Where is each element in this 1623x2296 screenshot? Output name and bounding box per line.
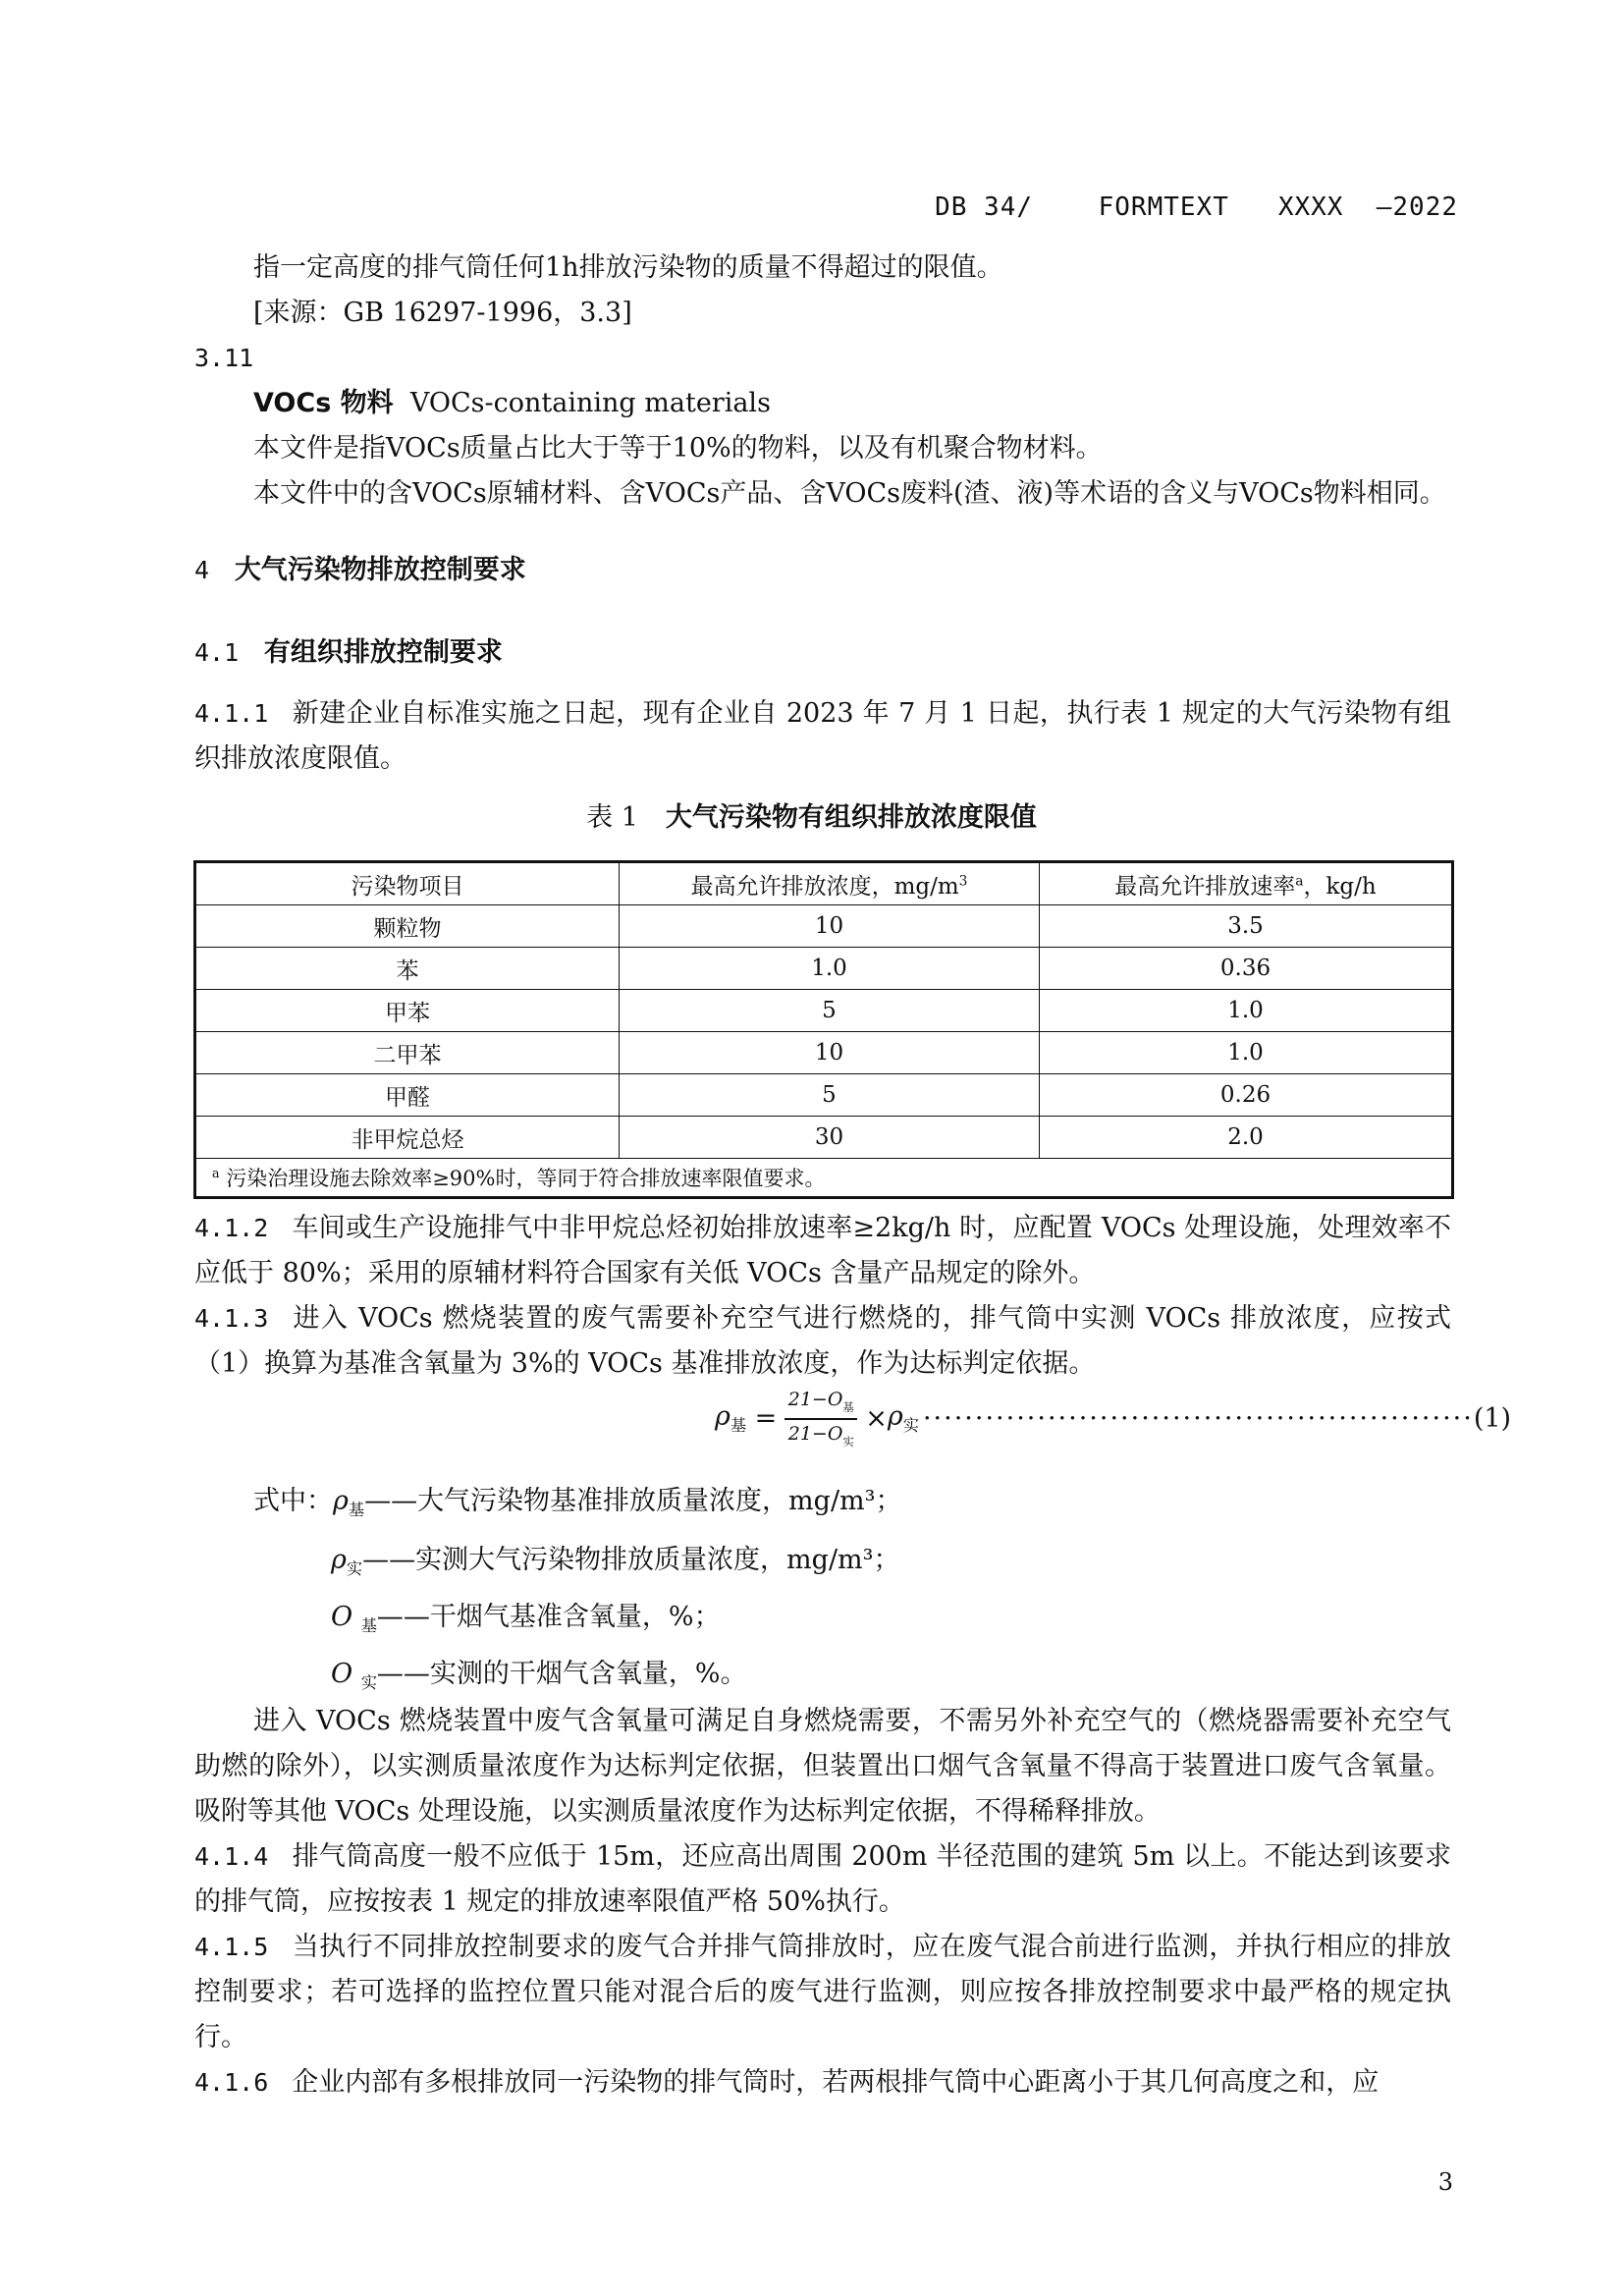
clause-number: 4.1.1 xyxy=(194,699,269,728)
paragraph: 进入 VOCs 燃烧装置中废气含氧量可满足自身燃烧需要，不需另外补充空气的（燃烧器需要补充空气助燃的除外），以实测质量浓度作为达标判定依据，但装置出口烟气含氧量不得高于装置进口废气含氧量。吸附等其他 VOCs 处理设施，以实测质量浓度作为达标判定依据，不得稀释排放。 xyxy=(194,1706,1451,1827)
formula-label: (1) xyxy=(1473,1403,1512,1435)
concentration-cell: 30 xyxy=(620,1117,1040,1159)
table-title: 大气污染物有组织排放浓度限值 xyxy=(665,802,1037,833)
term-definition: 本文件是指VOCs质量占比大于等于10%的物料，以及有机聚合物材料。 xyxy=(253,433,1103,464)
table-row xyxy=(195,1117,1453,1159)
table-row xyxy=(195,1074,1453,1117)
concentration-cell: 5 xyxy=(620,990,1040,1032)
table-footnote: $^a$ 污染治理设施去除效率≥90%时，等同于符合排放速率限值要求。 xyxy=(195,1159,1453,1198)
clause-text: 企业内部有多根排放同一污染物的排气筒时，若两根排气筒中心距离小于其几何高度之和，应 xyxy=(292,2067,1380,2098)
pollutant-cell: 甲苯 xyxy=(195,990,620,1032)
variable-definition: 式中：$\rho_基——$大气污染物基准排放质量浓度，mg/m³； xyxy=(253,1486,902,1519)
pollutant-cell: 苯 xyxy=(195,948,620,990)
clause-text: 排气筒高度一般不应低于 15m，还应高出周围 200m 半径范围的建筑 5m 以上。不能达到该要求的排气筒，应按按表 1 规定的排放速率限值严格 50%执行。 xyxy=(194,1841,1451,1917)
emission-limits-table xyxy=(193,860,1454,1199)
clause-number: 4.1.4 xyxy=(194,1842,269,1871)
clause-4-1-1 xyxy=(194,691,1451,782)
page-number: 3 xyxy=(1437,2168,1453,2196)
rate-cell: 1.0 xyxy=(1040,1032,1453,1074)
term-cn: VOCs 物料 xyxy=(253,388,394,418)
rate-cell: 0.36 xyxy=(1040,948,1453,990)
header-cell: 最高允许排放速率$^a$，kg/h xyxy=(1040,862,1453,905)
term-entry xyxy=(253,381,771,426)
concentration-cell: 1.0 xyxy=(620,948,1040,990)
standard-header: DB 34/ FORMTEXT XXXX —2022 xyxy=(935,192,1458,222)
concentration-cell: 5 xyxy=(620,1074,1040,1117)
term-en: VOCs-containing materials xyxy=(409,388,771,418)
subsection-heading xyxy=(194,630,503,676)
term-definition: 本文件中的含VOCs原辅材料、含VOCs产品、含VOCs废料(渣、液)等术语的含义与VOCs物料相同。 xyxy=(253,478,1446,509)
table-header-row xyxy=(195,862,1453,905)
rate-cell: 0.26 xyxy=(1040,1074,1453,1117)
clause-number: 4.1.3 xyxy=(194,1304,269,1333)
clause-4-1-2 xyxy=(194,1206,1451,1296)
clause-number: 3.11 xyxy=(194,344,254,372)
pollutant-cell: 二甲苯 xyxy=(195,1032,620,1074)
pollutant-cell: 甲醛 xyxy=(195,1074,620,1117)
subsection-title: 有组织排放控制要求 xyxy=(263,637,503,668)
section-title: 大气污染物排放控制要求 xyxy=(234,555,526,585)
section-heading xyxy=(194,548,526,593)
rate-cell: 2.0 xyxy=(1040,1117,1453,1159)
clause-text: 车间或生产设施排气中非甲烷总烃初始排放速率≥2kg/h 时，应配置 VOCs 处理设施，处理效率不应低于 80%；采用的原辅材料符合国家有关低 VOCs 含量产品规定的除外。 xyxy=(194,1213,1451,1288)
header-cell: 最高允许排放浓度，$mg/m^3$ xyxy=(620,862,1040,905)
source-citation: [来源：GB 16297-1996，3.3] xyxy=(253,298,632,328)
clause-4-1-3 xyxy=(194,1296,1451,1387)
table-row xyxy=(195,990,1453,1032)
clause-number: 4.1.5 xyxy=(194,1933,269,1961)
paragraph: 指一定高度的排气筒任何1h排放污染物的质量不得超过的限值。 xyxy=(253,252,1003,283)
table-number: 表 1 xyxy=(586,802,638,833)
clause-4-1-4 xyxy=(194,1834,1451,1925)
table-row xyxy=(195,1032,1453,1074)
table-caption xyxy=(0,795,1623,834)
rate-cell: 3.5 xyxy=(1040,905,1453,948)
formula-1 xyxy=(715,1389,1511,1449)
clause-text: 进入 VOCs 燃烧装置的废气需要补充空气进行燃烧的，排气筒中实测 VOCs 排放浓度，应按式（1）换算为基准含氧量为 3%的 VOCs 基准排放浓度，作为达标判定依据。 xyxy=(194,1303,1451,1379)
table-row xyxy=(195,948,1453,990)
variable-definition: O $_基$——干烟气基准含氧量，%； xyxy=(331,1602,721,1635)
clause-number: 4.1.2 xyxy=(194,1214,269,1242)
clause-text: 新建企业自标准实施之日起，现有企业自 2023 年 7 月 1 日起，执行表 1 规定的大气污染物有组织排放浓度限值。 xyxy=(194,698,1451,774)
concentration-cell: 10 xyxy=(620,905,1040,948)
clause-number: 4.1.6 xyxy=(194,2068,269,2097)
formula-times: × xyxy=(865,1403,888,1435)
formula-symbol: $\rho_实$ xyxy=(887,1401,919,1436)
variable-definition: O $_实$——实测的干烟气含氧量，%。 xyxy=(331,1659,747,1692)
formula-leader-dots: ····················································· xyxy=(922,1403,1474,1435)
formula-equals: = xyxy=(754,1403,778,1435)
table-row xyxy=(195,905,1453,948)
pollutant-cell: 颗粒物 xyxy=(195,905,620,948)
formula-symbol: $\rho_基$ xyxy=(715,1401,747,1436)
clause-4-1-6 xyxy=(194,2060,1451,2105)
clause-4-1-5 xyxy=(194,1925,1451,2060)
table-note-row xyxy=(195,1159,1453,1198)
variable-definition: $\rho_实——$实测大气污染物排放质量浓度，mg/m³； xyxy=(331,1545,900,1578)
rate-cell: 1.0 xyxy=(1040,990,1453,1032)
subsection-number: 4.1 xyxy=(194,638,240,667)
header-cell: 污染物项目 xyxy=(195,862,620,905)
clause-text: 当执行不同排放控制要求的废气合并排气筒排放时，应在废气混合前进行监测，并执行相应的排放控制要求；若可选择的监控位置只能对混合后的废气进行监测，则应按各排放控制要求中最严格的规定执行。 xyxy=(194,1932,1451,2052)
formula-fraction: $\frac{21-O_基}{21-O_实}$ xyxy=(784,1389,857,1449)
section-number: 4 xyxy=(194,556,210,584)
concentration-cell: 10 xyxy=(620,1032,1040,1074)
pollutant-cell: 非甲烷总烃 xyxy=(195,1117,620,1159)
